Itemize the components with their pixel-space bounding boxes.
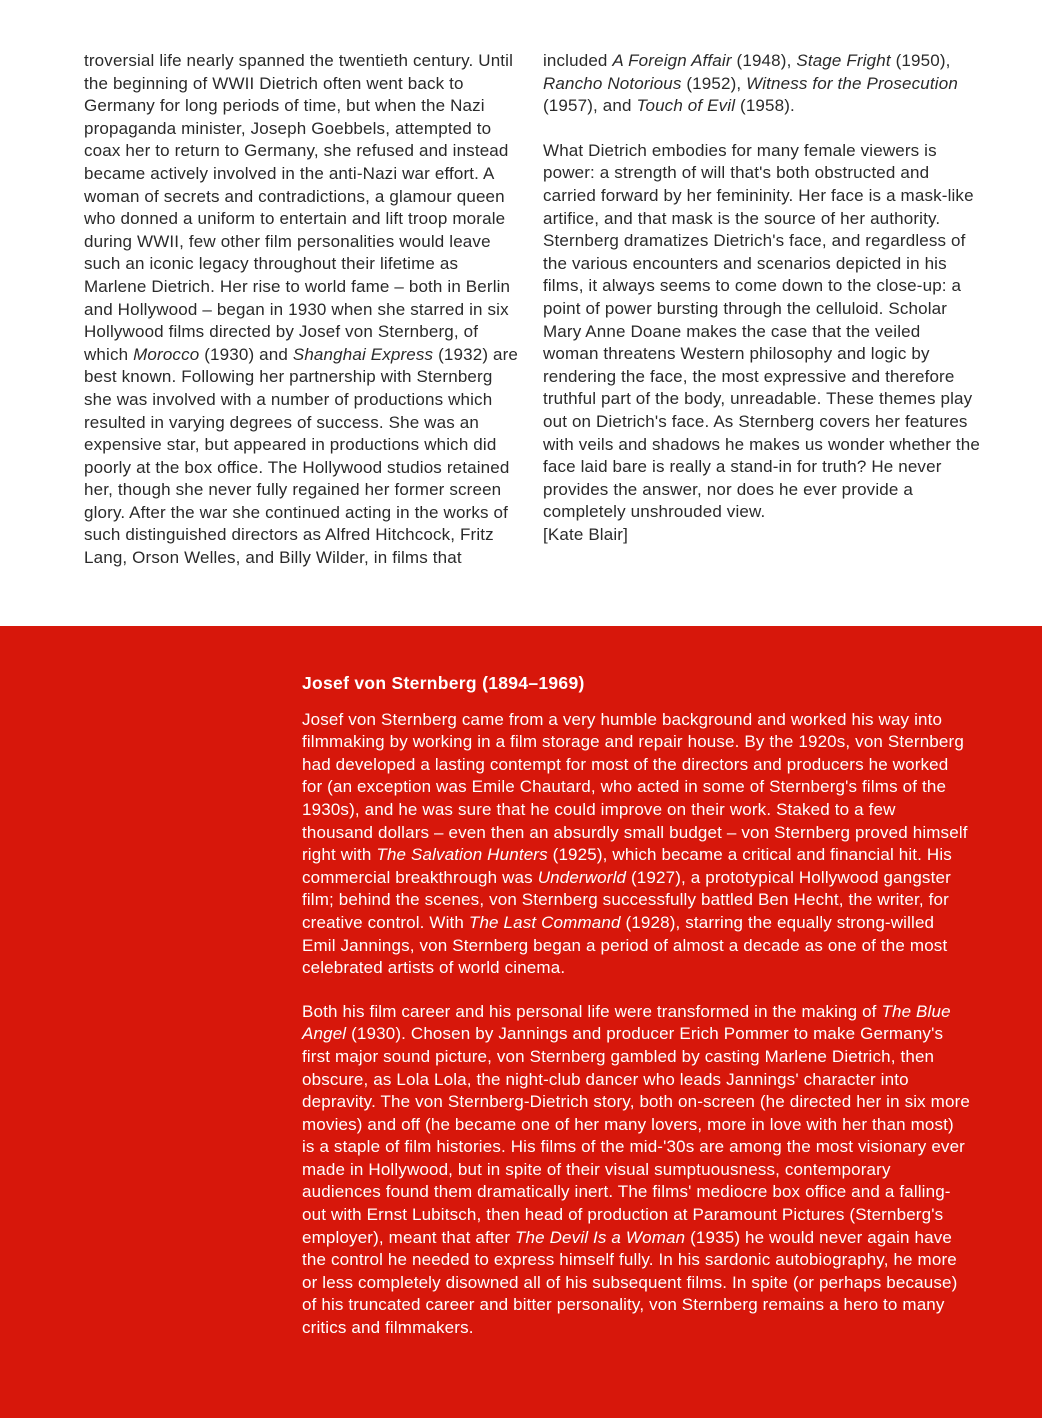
author-credit: [Kate Blair] [543,524,628,544]
article-column-right [543,50,980,626]
dietrich-article [0,0,1042,626]
analysis-paragraph: What Dietrich embodies for many female viewers is power: a strength of will that's both obstructed and carried forward by her femininity. Her face is a mask-like artifice, and that mask is the source of her authority. Sternberg dramatizes Dietrich's face, and regardless of the various encounters and scenarios depicted in his films, it always seems to come down to the close-up: a point of power bursting through the celluloid. Scholar Mary Anne Doane makes the case that the veiled woman threatens Western philosophy and logic by rendering the face, the most expressive and therefore truthful part of the body, unreadable. These themes play out on Dietrich's face. As Sternberg covers her features with veils and shadows he makes us wonder whether the face laid bare is really a stand-in for truth? He never provides the answer, nor does he ever provide a completely unshrouded view. [543,140,980,522]
sternberg-profile-panel [0,626,1042,1418]
profile-paragraph-1: Josef von Sternberg came from a very humble background and worked his way into filmmaking by working in a film storage and repair house. By the 1920s, von Sternberg had developed a lasting contempt for most of the directors and producers he worked for (an exception was Emile Chautard, who acted in some of Sternberg's films of the 1930s), and he was sure that he could improve on their work. Staked to a few thousand dollars – even then an absurdly small budget – von Sternberg proved himself right with The Salvation Hunters (1925), which became a critical and financial hit. His commercial breakthrough was Underworld (1927), a prototypical Hollywood gangster film; behind the scenes, von Sternberg successfully battled Ben Hecht, the writer, for creative control. With The Last Command (1928), starring the equally strong-willed Emil Jannings, von Sternberg began a period of almost a decade as one of the most celebrated artists of world cinema. [302,709,968,978]
article-paragraph: troversial life nearly spanned the twentieth century. Until the beginning of WWII Dietrich often went back to Germany for long periods of time, but when the Nazi propaganda minister, Joseph Goebbels, attempted to coax her to return to Germany, she refused and instead became actively involved in the anti-Nazi war effort. A woman of secrets and contradictions, a glamour queen who donned a uniform to entertain and lift troop morale during WWII, few other film personalities would leave such an iconic legacy throughout their lifetime as Marlene Dietrich. Her rise to world fame – both in Berlin and Hollywood – began in 1930 when she starred in six Hollywood films directed by Josef von Sternberg, of which Morocco (1930) and Shanghai Express (1932) are best known. Following her partnership with Sternberg she was involved with a number of productions which resulted in varying degrees of success. She was an expensive star, but appeared in productions which did poorly at the box office. The Hollywood studios retained her, though she never fully regained her former screen glory. After the war she continued acting in the works of such distinguished directors as Alfred Hitchcock, Fritz Lang, Orson Welles, and Billy Wilder, in films that [84,51,519,568]
profile-panel-content [0,626,1042,1340]
profile-heading: Josef von Sternberg (1894–1969) [302,673,585,693]
filmography-paragraph: included A Foreign Affair (1948), Stage Fright (1950), Rancho Notorious (1952), Witness for the Prosecution (1957), and Touch of Evil (1958). [543,51,958,116]
profile-paragraph-2: Both his film career and his personal life were transformed in the making of The Blue Angel (1930). Chosen by Jannings and producer Erich Pommer to make Germany's first major sound picture, von Sternberg gambled by casting Marlene Dietrich, then obscure, as Lola Lola, the night-club dancer who leads Jannings' character into depravity. The von Sternberg-Dietrich story, both on-screen (he directed her in six more movies) and off (he became one of her many lovers, more in love with her than most) is a staple of film histories. His films of the mid-'30s are among the most visionary ever made in Hollywood, but in spite of their visual sumptuousness, contemporary audiences found them dramatically inert. The films' mediocre box office and a falling-out with Ernst Lubitsch, then head of production at Paramount Pictures (Sternberg's employer), meant that after The Devil Is a Woman (1935) he would never again have the control he needed to express himself fully. In his sardonic autobiography, he more or less completely disowned all of his subsequent films. In spite (or perhaps because) of his truncated career and bitter personality, von Sternberg remains a hero to many critics and filmmakers. [302,1001,970,1338]
article-column-left [84,50,521,626]
